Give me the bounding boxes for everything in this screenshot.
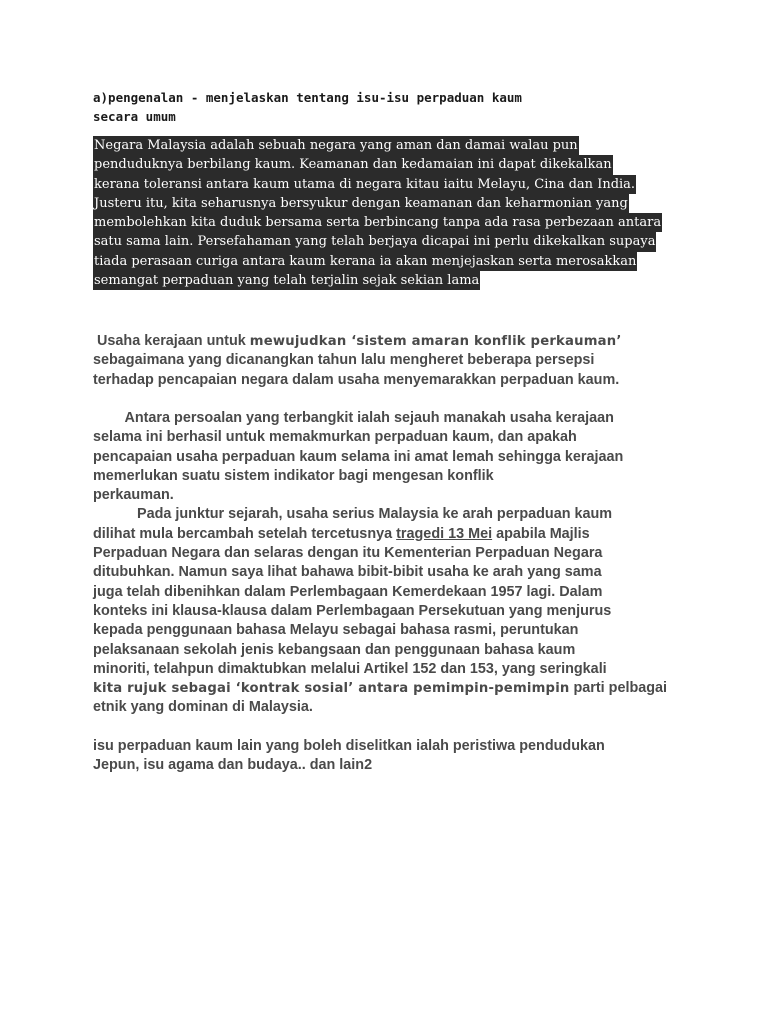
text-run: Usaha kerajaan untuk [93, 333, 250, 349]
paragraph-line: konteks ini klausa-klausa dalam Perlembagaan Persekutuan yang menjurus [93, 602, 612, 619]
paragraph-line [93, 332, 673, 351]
paragraph-line: isu perpaduan kaum lain yang boleh diselitkan ialah peristiwa pendudukan [93, 738, 605, 754]
paragraph-line: kepada penggunaan bahasa Melayu sebagai bahasa rasmi, peruntukan [93, 622, 579, 639]
paragraph-line [93, 679, 673, 698]
paragraph-line: Pada junktur sejarah, usaha serius Malaysia ke arah perpaduan kaum [93, 506, 613, 523]
highlighted-line: membolehkan kita duduk bersama serta berbincang tanpa ada rasa perbezaan antara [93, 213, 662, 232]
highlighted-paragraph [93, 136, 683, 290]
paragraph-line: minoriti, telahpun dimaktubkan melalui Artikel 152 dan 153, yang seringkali [93, 660, 607, 677]
highlighted-line: Negara Malaysia adalah sebuah negara yang aman dan damai walau pun [93, 136, 579, 155]
text-run: apabila Majlis [492, 525, 590, 542]
highlighted-line: tiada perasaan curiga antara kaum kerana ia akan menjejaskan serta merosakkan [93, 252, 637, 271]
highlighted-line: satu sama lain. Persefahaman yang telah berjaya dicapai ini perlu dikekalkan supaya [93, 232, 656, 251]
highlighted-line: kerana toleransi antara kaum utama di negara kitau iaitu Melayu, Cina dan India. [93, 175, 636, 194]
text-run: mewujudkan ‘sistem amaran konflik perkauman’ [249, 334, 622, 349]
text-run: parti pelbagai [569, 680, 668, 697]
highlighted-line: Justeru itu, kita seharusnya bersyukur dengan keamanan dan keharmonian yang [93, 194, 629, 213]
paragraph-persoalan [93, 409, 673, 718]
paragraph-line: etnik yang dominan di Malaysia. [93, 699, 313, 716]
paragraph-line: Jepun, isu agama dan budaya.. dan lain2 [93, 757, 373, 774]
paragraph-line: memerlukan suatu sistem indikator bagi mengesan konflik [93, 467, 494, 484]
paragraph-line: selama ini berhasil untuk memakmurkan perpaduan kaum, dan apakah [93, 429, 577, 446]
tragedi-13-mei-link[interactable]: tragedi 13 Mei [396, 525, 493, 542]
text-run: kita rujuk sebagai ‘kontrak sosial’ antara pemimpin-pemimpin [93, 681, 570, 697]
paragraph-line: Perpaduan Negara dan selaras dengan itu Kementerian Perpaduan Negara [93, 545, 603, 562]
paragraph-line: perkauman. [93, 487, 174, 504]
text-run: dilihat mula bercambah setelah tercetusnya [93, 525, 397, 542]
paragraph-line: juga telah dibenihkan dalam Perlembagaan Kemerdekaan 1957 lagi. Dalam [93, 583, 603, 600]
paragraph-isu-lain [93, 737, 673, 776]
highlighted-line: penduduknya berbilang kaum. Keamanan dan kedamaian ini dapat dikekalkan [93, 155, 613, 174]
highlighted-line: semangat perpaduan yang telah terjalin sejak sekian lama [93, 271, 480, 290]
paragraph-line: ditubuhkan. Namun saya lihat bahawa bibit-bibit usaha ke arah yang sama [93, 564, 602, 581]
paragraph-line: Antara persoalan yang terbangkit ialah sejauh manakah usaha kerajaan [93, 410, 614, 426]
section-heading [93, 88, 673, 126]
heading-line: a)pengenalan - menjelaskan tentang isu-isu perpaduan kaum [93, 90, 522, 105]
paragraph-line [93, 525, 673, 544]
paragraph-line: pencapaian usaha perpaduan kaum selama ini amat lemah sehingga kerajaan [93, 448, 624, 465]
paragraph-sistem-amaran [93, 332, 673, 390]
paragraph-line: sebagaimana yang dicanangkan tahun lalu mengheret beberapa persepsi [93, 352, 595, 369]
paragraph-line: pelaksanaan sekolah jenis kebangsaan dan penggunaan bahasa kaum [93, 641, 576, 658]
heading-line: secara umum [93, 109, 176, 124]
paragraph-line: terhadap pencapaian negara dalam usaha menyemarakkan perpaduan kaum. [93, 371, 620, 388]
